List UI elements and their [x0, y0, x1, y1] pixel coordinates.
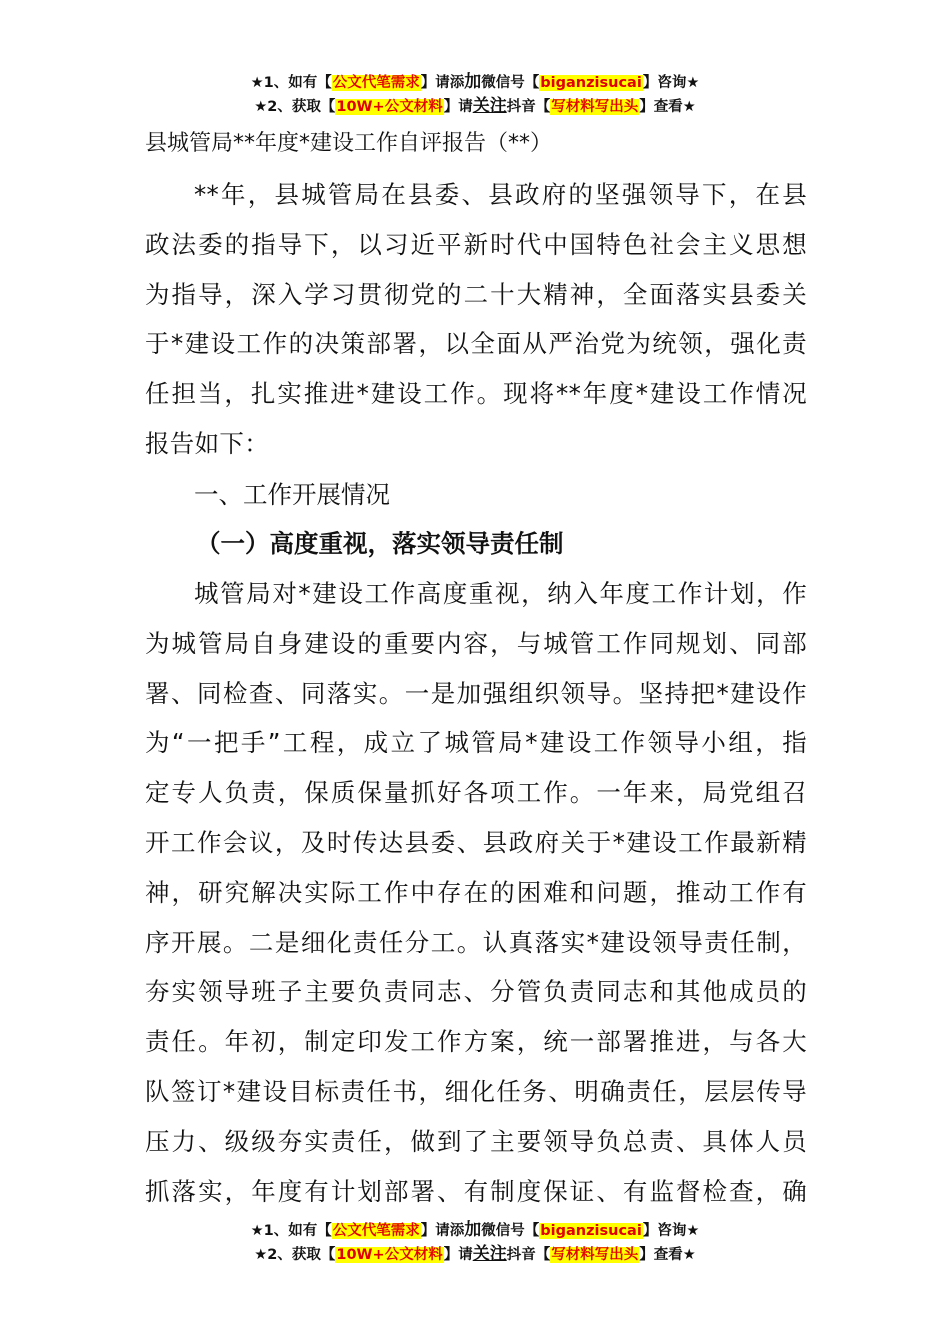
paragraph-line: 队签订*建设目标责任书，细化任务、明确责任，层层传导	[145, 1076, 807, 1106]
intro-paragraph	[145, 170, 807, 469]
paragraph-line: 序开展。二是细化责任分工。认真落实*建设领导责任制，	[145, 927, 807, 957]
banner-text: 抖音【	[506, 1247, 551, 1263]
banner-text: ★2、获取【	[254, 99, 336, 115]
banner-emphasis: 加	[464, 72, 482, 92]
banner-text: ★2、获取【	[254, 1247, 336, 1263]
paragraph-line: 定专人负责，保质保量抓好各项工作。一年来，局党组召	[145, 778, 807, 808]
banner-emphasis: 关注	[472, 1244, 507, 1264]
top-banner	[0, 70, 950, 118]
paragraph-line: 责任。年初，制定印发工作方案，统一部署推进，与各大	[145, 1027, 807, 1057]
paragraph-line: 任担当，扎实推进*建设工作。现将**年度*建设工作情况	[145, 379, 807, 409]
banner-text: 】请添	[420, 75, 465, 91]
banner-text: 】查看★	[639, 99, 696, 115]
banner-text: 微信号【	[481, 1223, 540, 1239]
banner-text: 】咨询★	[642, 1223, 700, 1239]
banner-highlight-douyin: 写材料写出头	[551, 99, 639, 115]
banner-highlight-douyin: 写材料写出头	[551, 1247, 639, 1263]
document-title: 县城管局**年度*建设工作自评报告（**）	[145, 131, 553, 156]
bottom-banner	[0, 1218, 950, 1266]
paragraph-line: 于*建设工作的决策部署，以全面从严治党为统领，强化责	[145, 329, 807, 359]
banner-emphasis: 关注	[472, 96, 507, 116]
banner-text: 】请添	[420, 1223, 465, 1239]
paragraph-line: 为“一把手”工程，成立了城管局*建设工作领导小组，指	[145, 728, 807, 758]
paragraph-line: 报告如下：	[145, 428, 269, 458]
banner-text: 】请	[443, 99, 473, 115]
banner-highlight-wechat-id: biganzisucai	[540, 1223, 642, 1239]
banner-line-1	[0, 1218, 950, 1242]
paragraph-line: 夯实领导班子主要负责同志、分管负责同志和其他成员的	[145, 977, 807, 1007]
banner-text: ★1、如有【	[250, 1223, 332, 1239]
paragraph-line: 城管局对*建设工作高度重视，纳入年度工作计划，作	[194, 579, 807, 608]
banner-highlight-wechat-id: biganzisucai	[540, 75, 642, 91]
paragraph-line: 神，研究解决实际工作中存在的困难和问题，推动工作有	[145, 877, 807, 907]
banner-text: 微信号【	[481, 75, 540, 91]
banner-text: 】咨询★	[642, 75, 700, 91]
paragraph-line: 署、同检查、同落实。一是加强组织领导。坚持把*建设作	[145, 678, 807, 708]
banner-highlight: 公文代笔需求	[332, 75, 420, 91]
section-heading: 一、工作开展情况	[194, 480, 390, 509]
banner-highlight: 10W+公文材料	[336, 99, 443, 115]
paragraph-line: 压力、级级夯实责任，做到了主要领导负总责、具体人员	[145, 1126, 807, 1156]
paragraph-line: 抓落实，年度有计划部署、有制度保证、有监督检查，确	[145, 1176, 807, 1206]
subsection-heading: （一）高度重视，落实领导责任制	[196, 529, 564, 558]
banner-highlight: 10W+公文材料	[336, 1247, 443, 1263]
paragraph-line: 开工作会议，及时传达县委、县政府关于*建设工作最新精	[145, 827, 807, 857]
banner-text: ★1、如有【	[250, 75, 332, 91]
paragraph-line: 政法委的指导下，以习近平新时代中国特色社会主义思想	[145, 229, 807, 259]
banner-text: 】请	[443, 1247, 473, 1263]
banner-line-2	[0, 1242, 950, 1266]
paragraph-line: **年，县城管局在县委、县政府的坚强领导下，在县	[194, 180, 807, 209]
body-paragraph	[145, 569, 807, 1216]
banner-highlight: 公文代笔需求	[332, 1223, 420, 1239]
banner-line-2	[0, 94, 950, 118]
banner-line-1	[0, 70, 950, 94]
banner-text: 抖音【	[506, 99, 551, 115]
paragraph-line: 为城管局自身建设的重要内容，与城管工作同规划、同部	[145, 628, 807, 658]
paragraph-line: 为指导，深入学习贯彻党的二十大精神，全面落实县委关	[145, 279, 807, 309]
banner-emphasis: 加	[464, 1220, 482, 1240]
banner-text: 】查看★	[639, 1247, 696, 1263]
